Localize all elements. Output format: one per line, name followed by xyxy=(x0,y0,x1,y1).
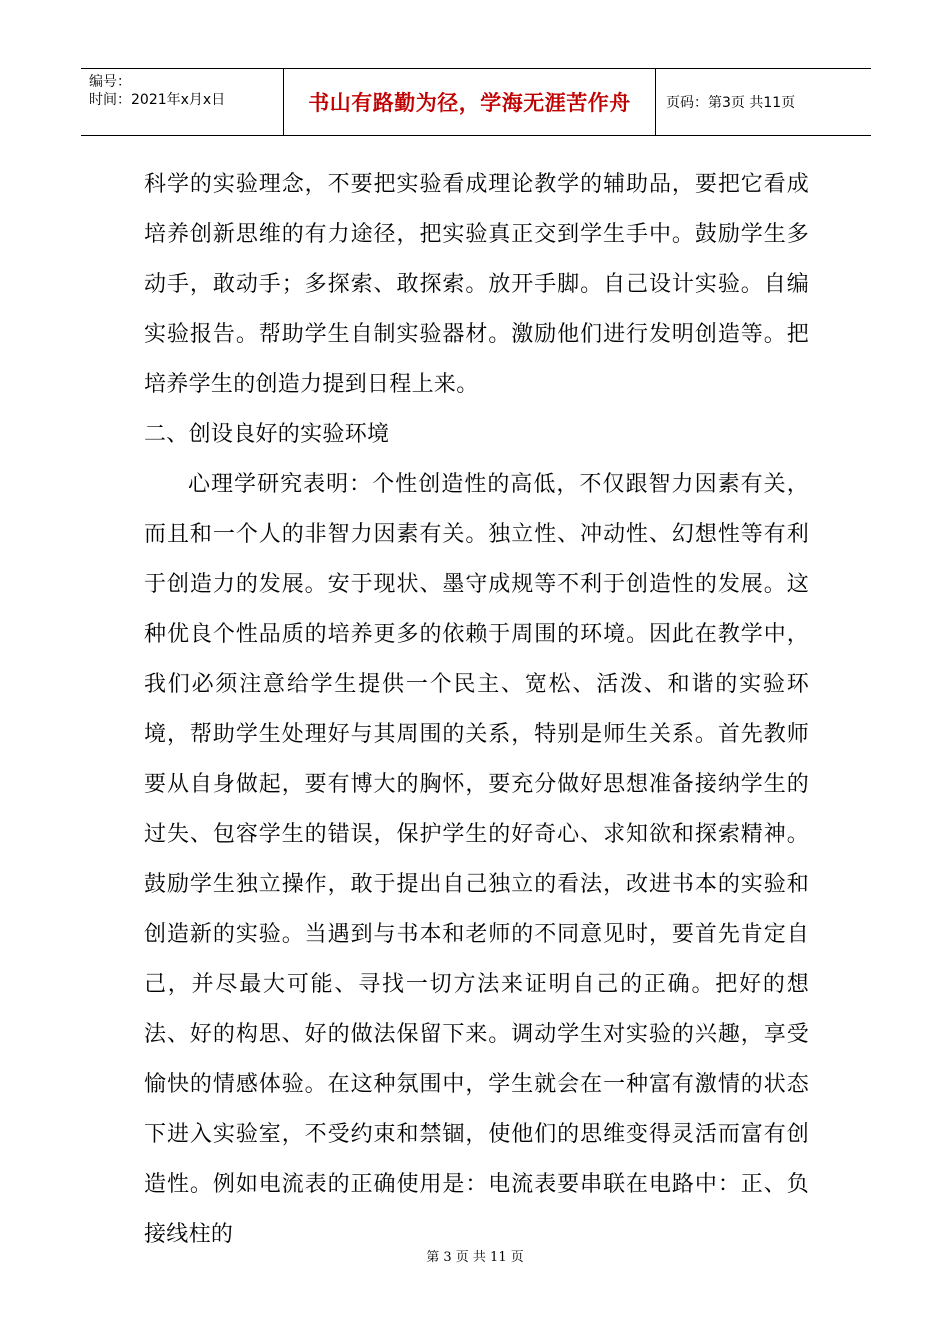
motto-text: 书山有路勤为径，学海无涯苦作舟 xyxy=(308,91,631,115)
page-info-text: 页码：第3页 共11页 xyxy=(666,95,796,111)
page-header xyxy=(81,68,871,136)
number-label: 编号： xyxy=(89,74,131,90)
time-label: 时间：2021年x月x日 xyxy=(89,92,226,108)
page-footer xyxy=(0,1246,950,1265)
header-meta xyxy=(81,69,284,135)
header-motto-cell xyxy=(284,69,656,135)
paragraph: 科学的实验理念，不要把实验看成理论教学的辅助品，要把它看成培养创新思维的有力途径，把实验真正交到学生手中。鼓励学生多动手，敢动手；多探索、敢探索。放开手脚。自己设计实验。自编实验报告。帮助学生自制实验器材。激励他们进行发明创造等。把培养学生的创造力提到日程上来。 xyxy=(144,172,809,397)
document-body xyxy=(144,160,809,1260)
footer-page-number: 第 3 页 共 11 页 xyxy=(426,1250,524,1265)
paragraph: 心理学研究表明：个性创造性的高低，不仅跟智力因素有关，而且和一个人的非智力因素有关。独立性、冲动性、幻想性等有利于创造力的发展。安于现状、墨守成规等不利于创造性的发展。这种优良个性品质的培养更多的依赖于周围的环境。因此在教学中，我们必须注意给学生提供一个民主、宽松、活泼、和谐的实验环境，帮助学生处理好与其周围的关系，特别是师生关系。首先教师要从自身做起，要有博大的胸怀，要充分做好思想准备接纳学生的过失、包容学生的错误，保护学生的好奇心、求知欲和探索精神。鼓励学生独立操作，敢于提出自己独立的看法，改进书本的实验和创造新的实验。当遇到与书本和老师的不同意见时，要首先肯定自己，并尽最大可能、寻找一切方法来证明自己的正确。把好的想法、好的构思、好的做法保留下来。调动学生对实验的兴趣，享受愉快的情感体验。在这种氛围中，学生就会在一种富有激情的状态下进入实验室，不受约束和禁锢，使他们的思维变得灵活而富有创造性。例如电流表的正确使用是：电流表要串联在电路中：正、负接线柱的 xyxy=(144,472,809,1247)
section-heading: 二、创设良好的实验环境 xyxy=(144,422,390,447)
header-page-info xyxy=(656,69,871,135)
